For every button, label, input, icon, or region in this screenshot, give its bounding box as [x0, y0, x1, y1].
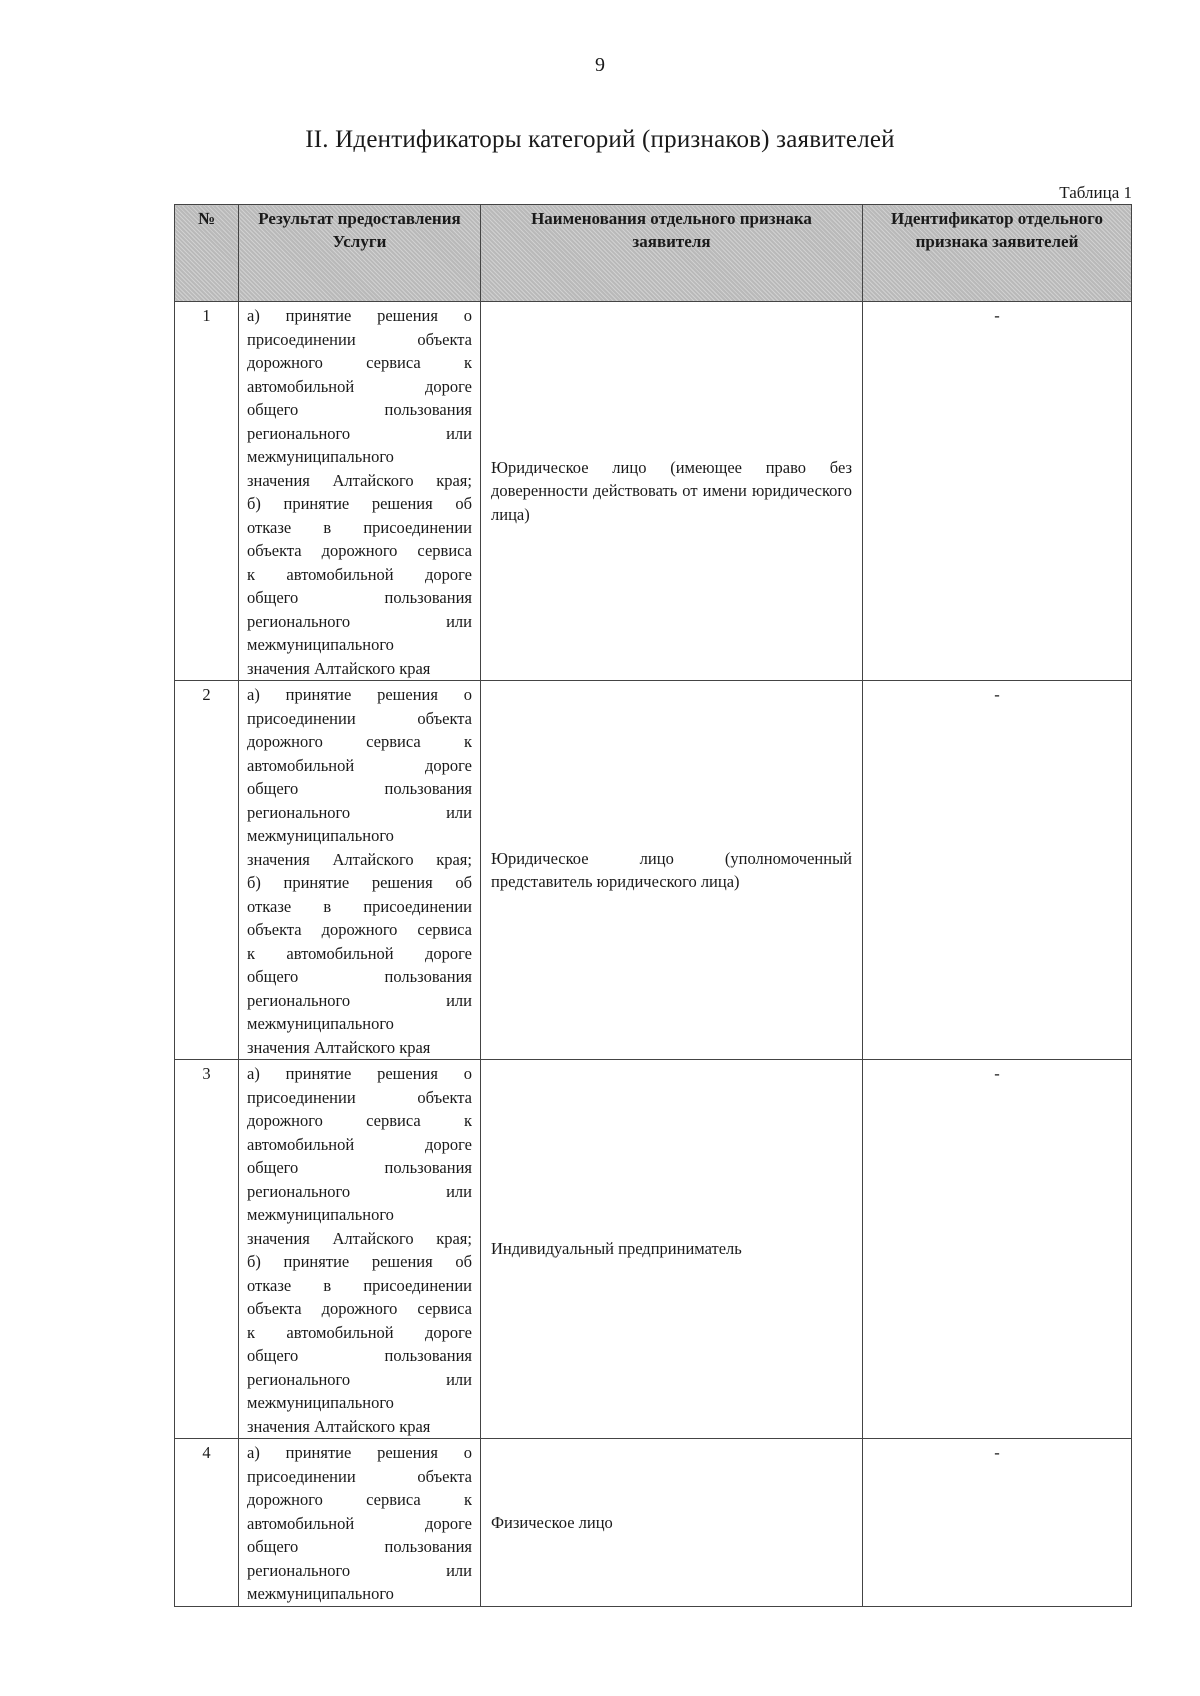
applicant-feature-name: Юридическое лицо (имеющее право без доверенности действовать от имени юридического лица) [481, 302, 863, 681]
row-number: 1 [175, 302, 239, 681]
result-text-line: общего пользования [247, 588, 472, 607]
result-text-line: межмуниципального [247, 1584, 394, 1603]
result-text-line: к автомобильной дороге [247, 564, 472, 584]
result-text-line: б) принятие решения об [247, 1252, 472, 1271]
result-text-line: общего пользования [247, 779, 472, 798]
result-text-line: присоединении объекта [247, 1466, 472, 1486]
result-cell [239, 1060, 481, 1439]
result-text-line: регионального или [247, 1560, 472, 1580]
feature-identifier: - [863, 1060, 1132, 1439]
result-text-line: общего пользования [247, 967, 472, 986]
row-number: 4 [175, 1439, 239, 1607]
result-text-line: общего пользования [247, 400, 472, 419]
table-row [175, 1439, 1132, 1607]
result-text-line: значения Алтайского края [247, 1037, 431, 1057]
result-text-line: регионального или [247, 990, 472, 1010]
table-row [175, 1060, 1132, 1439]
feature-identifier: - [863, 1439, 1132, 1607]
header-result: Результат предоставления Услуги [239, 205, 481, 302]
result-text-line: а) принятие решения о [247, 685, 472, 704]
result-text-line: к автомобильной дороге [247, 943, 472, 963]
feature-identifier: - [863, 681, 1132, 1060]
result-text-line: общего пользования [247, 1537, 472, 1556]
result-text-line: отказе в присоединении [247, 1275, 472, 1295]
header-applicant-feature-name: Наименования отдельного признака заявителя [481, 205, 863, 302]
result-text-line: а) принятие решения о [247, 306, 472, 325]
page-number: 9 [595, 54, 605, 76]
applicant-feature-name: Юридическое лицо (уполномоченный представитель юридического лица) [481, 681, 863, 1060]
result-text-line: присоединении объекта [247, 708, 472, 728]
row-number: 2 [175, 681, 239, 1060]
result-text-line: а) принятие решения о [247, 1443, 472, 1462]
applicant-categories-table [174, 204, 1132, 1607]
section-title: II. Идентификаторы категорий (признаков) заявителей [305, 126, 895, 153]
result-text-line: автомобильной дороге [247, 376, 472, 396]
result-text-line: б) принятие решения об [247, 873, 472, 892]
result-text-line: объекта дорожного сервиса [247, 920, 472, 939]
result-text-line: присоединении объекта [247, 329, 472, 349]
header-feature-identifier: Идентификатор отдельного признака заявителей [863, 205, 1132, 302]
result-text-line: дорожного сервиса к [247, 732, 472, 751]
result-text-line: межмуниципального [247, 635, 394, 654]
result-cell [239, 302, 481, 681]
result-text-line: регионального или [247, 611, 472, 631]
result-text-line: межмуниципального [247, 826, 394, 845]
result-text-line: межмуниципального [247, 1393, 394, 1412]
result-text-line: дорожного сервиса к [247, 1111, 472, 1130]
result-text-line: автомобильной дороге [247, 1513, 472, 1533]
result-text-line: к автомобильной дороге [247, 1322, 472, 1342]
result-text-line: дорожного сервиса к [247, 1490, 472, 1509]
table-caption: Таблица 1 [1059, 183, 1132, 202]
row-number: 3 [175, 1060, 239, 1439]
result-text-line: регионального или [247, 1181, 472, 1201]
result-text-line: регионального или [247, 1369, 472, 1389]
table-row [175, 302, 1132, 681]
result-text-line: значения Алтайского края [247, 658, 431, 678]
result-text-line: автомобильной дороге [247, 755, 472, 775]
result-text-line: значения Алтайского края; [247, 470, 472, 490]
result-text-line: отказе в присоединении [247, 896, 472, 916]
result-text-line: объекта дорожного сервиса [247, 541, 472, 560]
result-text-line: значения Алтайского края; [247, 849, 472, 869]
table-header-row [175, 205, 1132, 302]
result-text-line: регионального или [247, 802, 472, 822]
result-text-line: значения Алтайского края; [247, 1228, 472, 1248]
result-text-line: отказе в присоединении [247, 517, 472, 537]
result-text-line: автомобильной дороге [247, 1134, 472, 1154]
applicant-feature-name: Индивидуальный предприниматель [481, 1060, 863, 1439]
result-text-line: б) принятие решения об [247, 494, 472, 513]
result-text-line: общего пользования [247, 1158, 472, 1177]
result-text-line: межмуниципального [247, 1014, 394, 1033]
result-text-line: межмуниципального [247, 447, 394, 466]
result-text-line: значения Алтайского края [247, 1416, 431, 1436]
result-cell [239, 1439, 481, 1607]
table-row [175, 681, 1132, 1060]
result-text-line: регионального или [247, 423, 472, 443]
feature-identifier: - [863, 302, 1132, 681]
result-text-line: объекта дорожного сервиса [247, 1299, 472, 1318]
result-text-line: дорожного сервиса к [247, 353, 472, 372]
header-num: № [175, 205, 239, 302]
result-text-line: а) принятие решения о [247, 1064, 472, 1083]
result-text-line: общего пользования [247, 1346, 472, 1365]
result-cell [239, 681, 481, 1060]
result-text-line: межмуниципального [247, 1205, 394, 1224]
applicant-feature-name: Физическое лицо [481, 1439, 863, 1607]
result-text-line: присоединении объекта [247, 1087, 472, 1107]
